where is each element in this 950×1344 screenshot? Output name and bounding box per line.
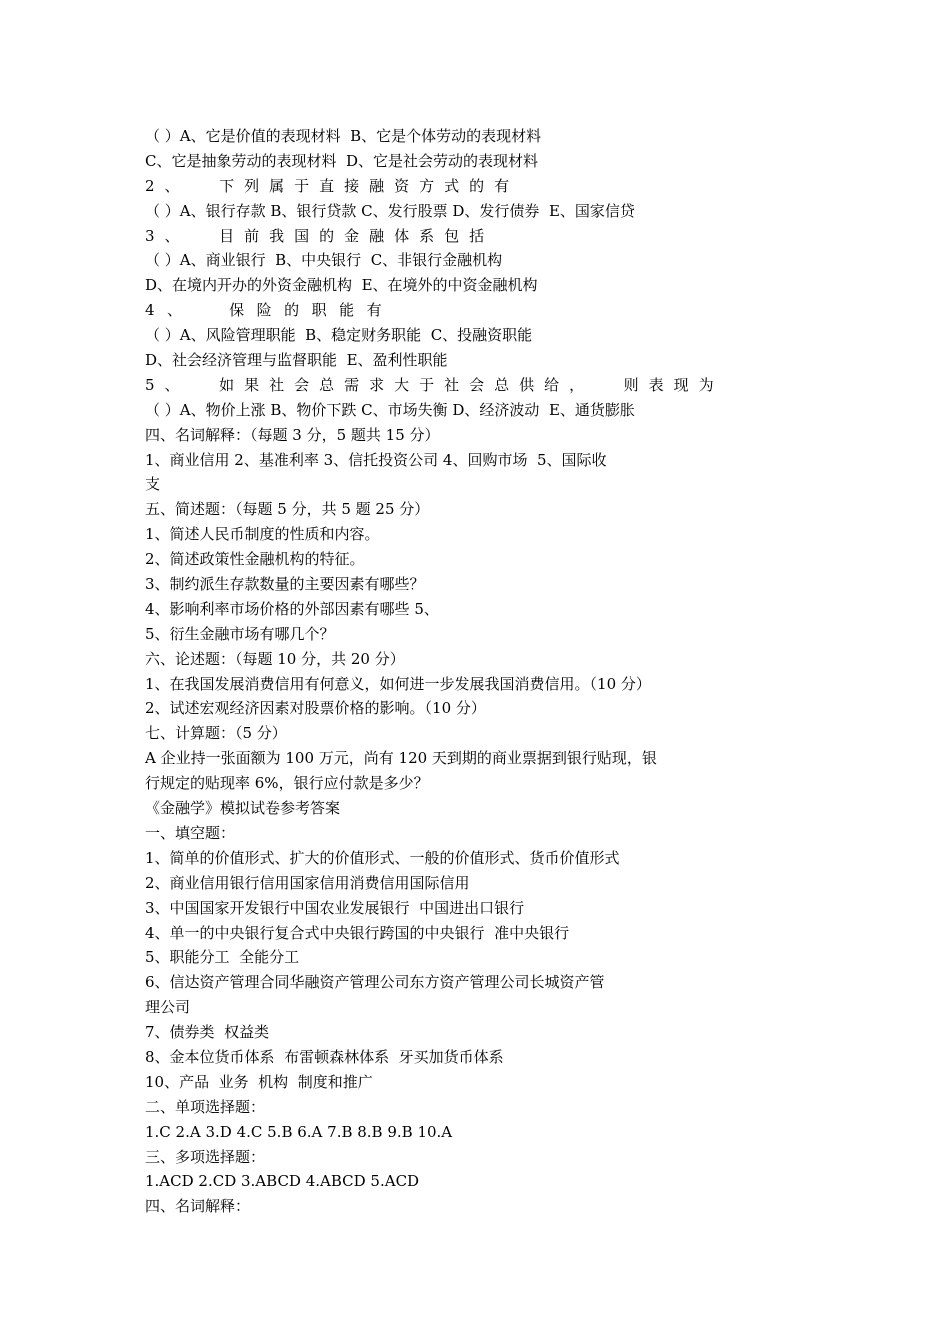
text-line: C、它是抽象劳动的表现材料 D、它是社会劳动的表现材料 <box>145 151 539 170</box>
document-body <box>145 124 725 1219</box>
question-heading: 4、 保险的职能有 <box>145 301 395 320</box>
text-line: （ ）A、它是价值的表现材料 B、它是个体劳动的表现材料 <box>145 127 542 145</box>
text-line: 4、影响利率市场价格的外部因素有哪些 5、 <box>145 599 439 618</box>
text-line: （ ）A、银行存款 B、银行贷款 C、发行股票 D、发行债券 E、国家信贷 <box>145 201 635 220</box>
section-heading: 六、论述题：（每题 10 分，共 20 分） <box>145 649 405 668</box>
text-line: （ ）A、商业银行 B、中央银行 C、非银行金融机构 <box>145 251 503 270</box>
text-line: 1、简单的价值形式、扩大的价值形式、一般的价值形式、货币价值形式 <box>145 848 620 867</box>
text-line: 4、单一的中央银行复合式中央银行跨国的中央银行 准中央银行 <box>145 923 570 942</box>
text-line: 1.C 2.A 3.D 4.C 5.B 6.A 7.B 8.B 9.B 10.A <box>145 1122 453 1141</box>
text-line: 理公司 <box>145 998 191 1017</box>
text-line: 支 <box>145 475 161 494</box>
text-line: 1、在我国发展消费信用有何意义，如何进一步发展我国消费信用。（10 分） <box>145 674 651 693</box>
text-line: 1、商业信用 2、基准利率 3、信托投资公司 4、回购市场 5、国际收 <box>145 450 607 469</box>
section-heading: 四、名词解释：（每题 3 分，5 题共 15 分） <box>145 425 440 444</box>
section-heading: 一、填空题： <box>145 823 236 842</box>
text-line: 3、制约派生存款数量的主要因素有哪些？ <box>145 575 425 594</box>
text-line: A 企业持一张面额为 100 万元，尚有 120 天到期的商业票据到银行贴现，银 <box>145 749 657 768</box>
text-line: 1.ACD 2.CD 3.ABCD 4.ABCD 5.ACD <box>145 1172 420 1191</box>
text-line: D、在境内开办的外资金融机构 E、在境外的中资金融机构 <box>145 276 538 295</box>
text-line: 3、中国国家开发银行中国农业发展银行 中国进出口银行 <box>145 898 525 917</box>
section-heading: 二、单项选择题： <box>145 1097 266 1116</box>
question-heading: 5、 如果社会总需求大于社会总供给， 则表现为 <box>145 375 724 394</box>
section-heading: 三、多项选择题： <box>145 1147 266 1166</box>
document-title: 《金融学》模拟试卷参考答案 <box>145 799 341 818</box>
text-line: 8、金本位货币体系 布雷顿森林体系 牙买加货币体系 <box>145 1047 504 1066</box>
text-line: 2、商业信用银行信用国家信用消费信用国际信用 <box>145 873 470 892</box>
section-heading: 七、计算题：（5 分） <box>145 724 287 743</box>
text-line: 1、简述人民币制度的性质和内容。 <box>145 525 380 544</box>
question-heading: 2、 下列属于直接融资方式的有 <box>145 176 520 195</box>
text-line: 5、职能分工 全能分工 <box>145 948 300 967</box>
text-line: （ ）A、风险管理职能 B、稳定财务职能 C、投融资职能 <box>145 326 533 345</box>
section-heading: 五、简述题：（每题 5 分，共 5 题 25 分） <box>145 500 430 519</box>
text-line: 10、产品 业务 机构 制度和推广 <box>145 1072 373 1091</box>
text-line: 2、简述政策性金融机构的特征。 <box>145 550 365 569</box>
text-line: 5、衍生金融市场有哪几个？ <box>145 624 335 643</box>
text-line: 2、试述宏观经济因素对股票价格的影响。（10 分） <box>145 699 486 718</box>
text-line: 6、信达资产管理合同华融资产管理公司东方资产管理公司长城资产管 <box>145 973 605 992</box>
question-heading: 3、 目前我国的金融体系包括 <box>145 226 495 245</box>
text-line: D、社会经济管理与监督职能 E、盈利性职能 <box>145 351 448 370</box>
section-heading: 四、名词解释： <box>145 1197 251 1216</box>
text-line: 行规定的贴现率 6%，银行应付款是多少？ <box>145 774 429 793</box>
text-line: 7、债券类 权益类 <box>145 1023 270 1042</box>
text-line: （ ）A、物价上涨 B、物价下跌 C、市场失衡 D、经济波动 E、通货膨胀 <box>145 400 635 419</box>
